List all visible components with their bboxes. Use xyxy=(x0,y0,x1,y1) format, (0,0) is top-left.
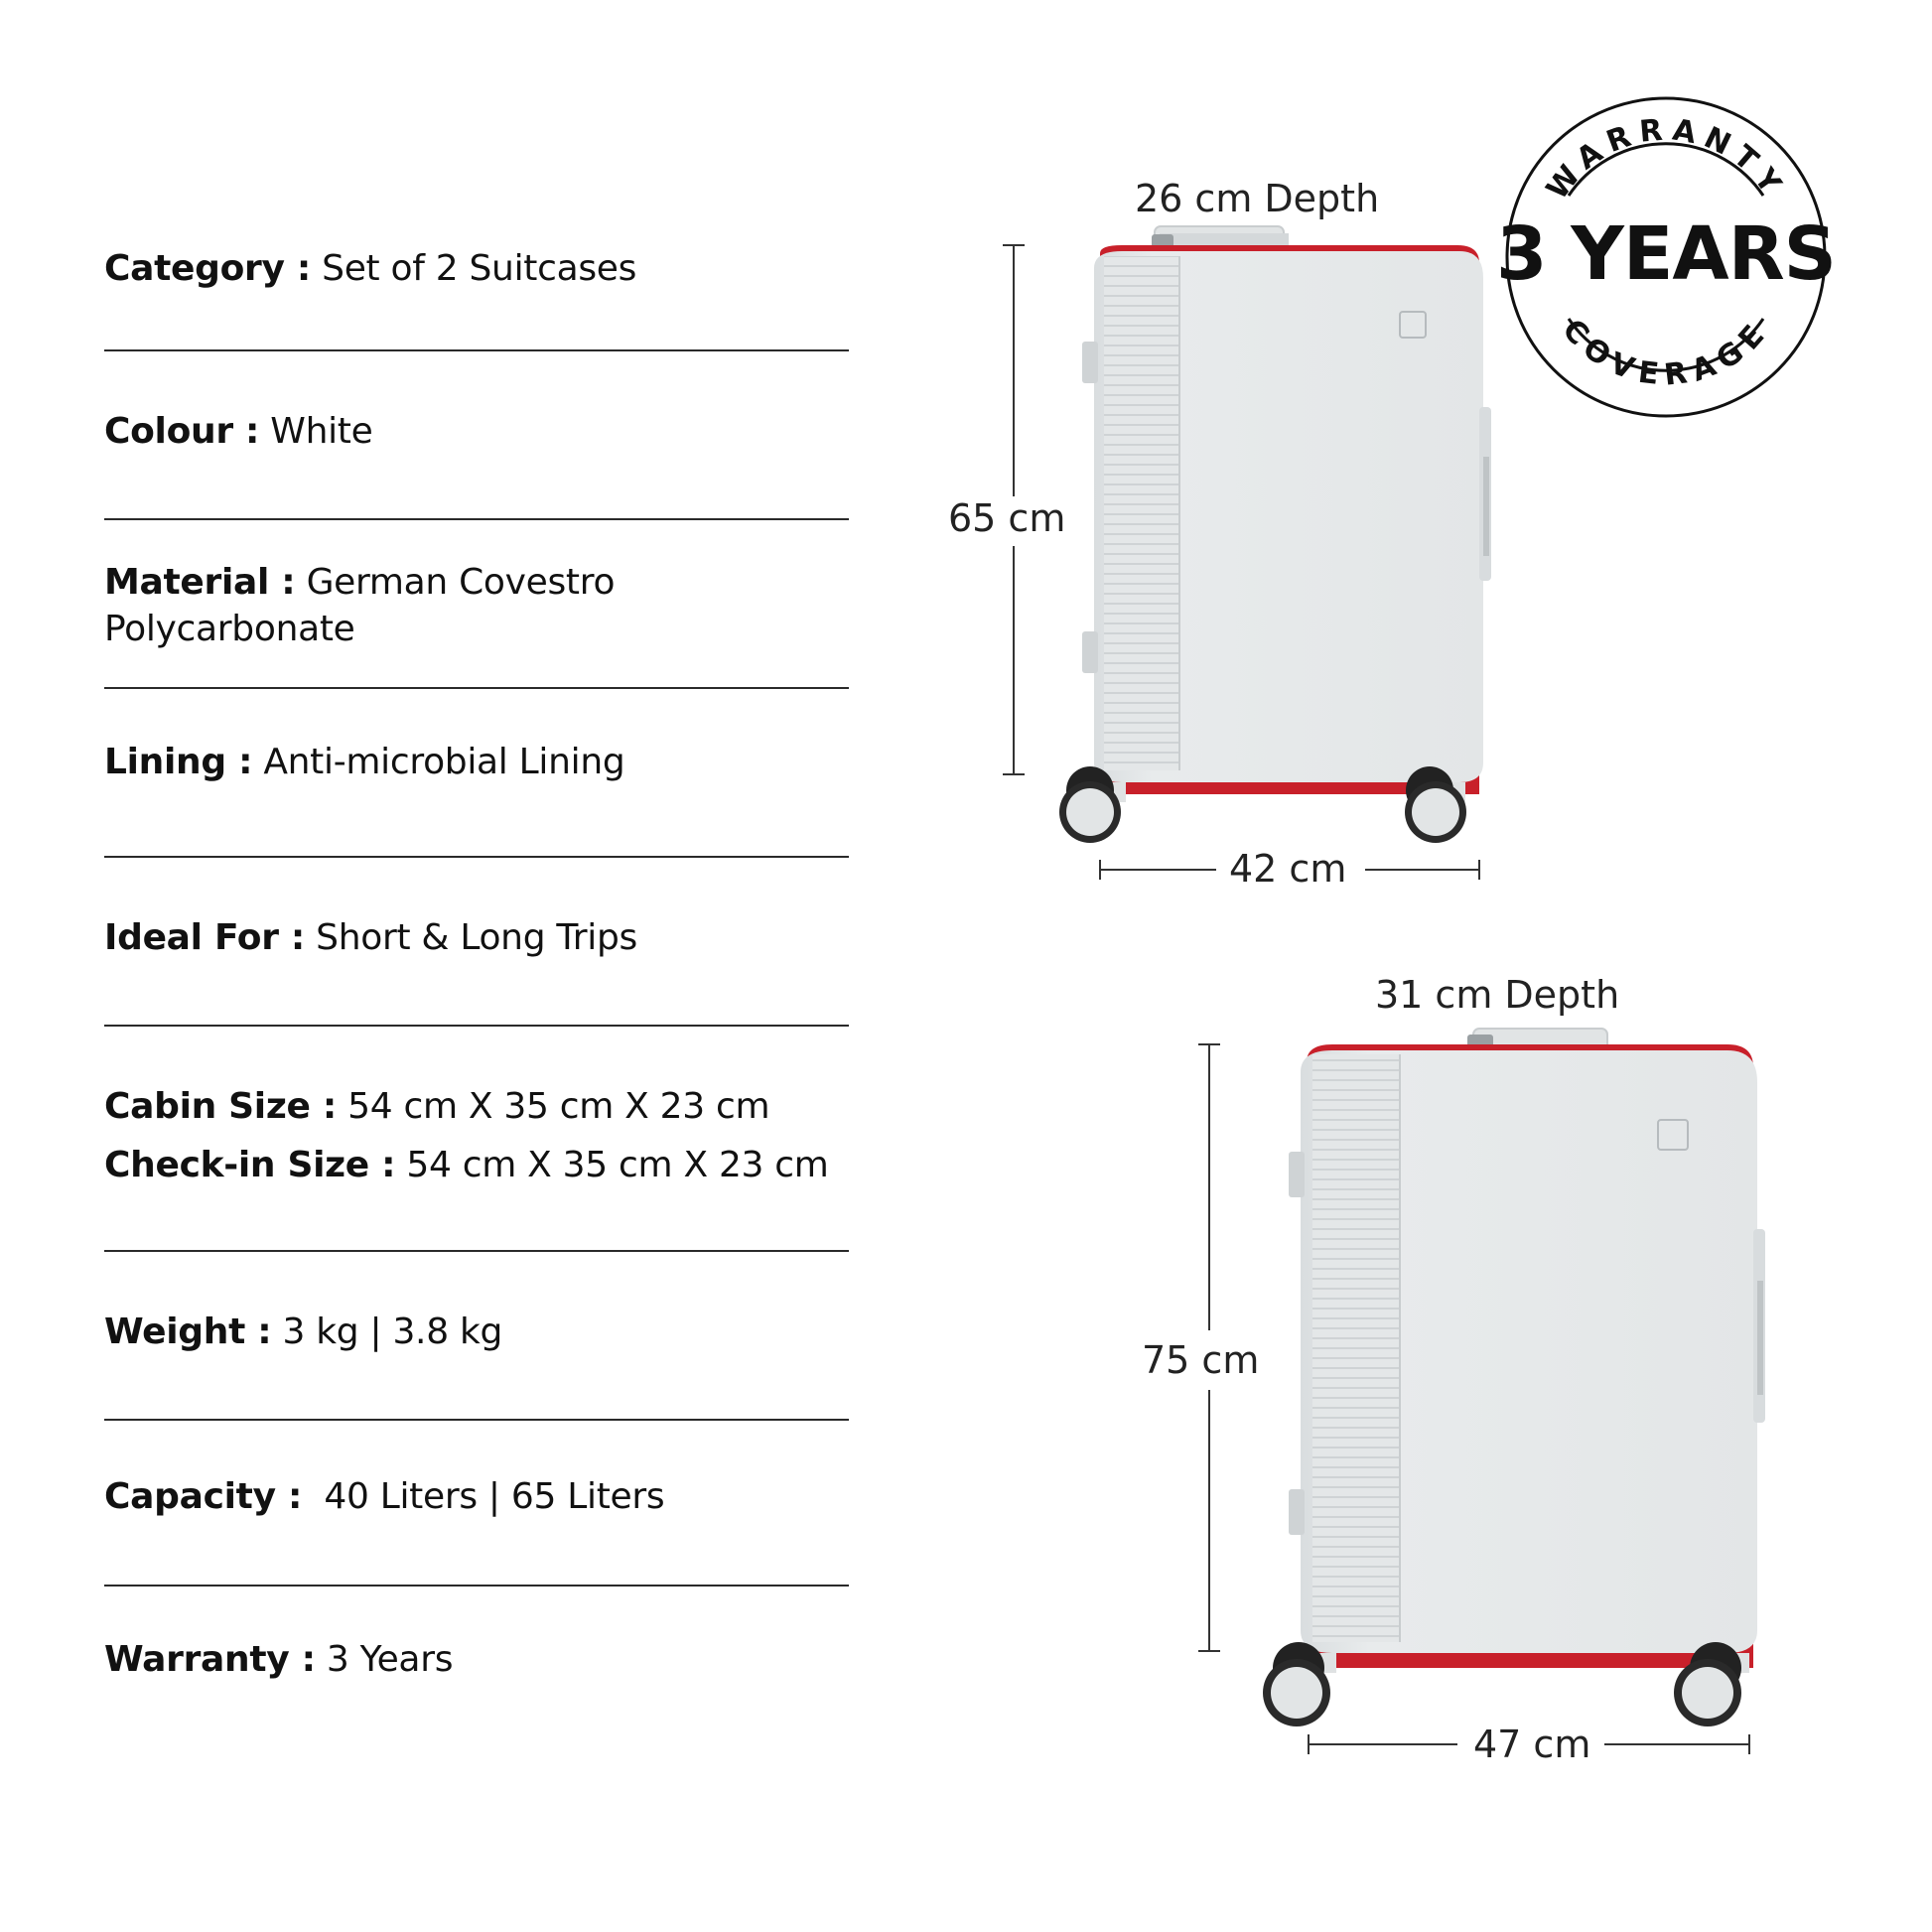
spec-label: Category : xyxy=(104,248,311,289)
badge-main-text: 3 YEARS xyxy=(1496,211,1836,297)
spec-value: German Covestro xyxy=(306,562,616,603)
checkin-height-label: 75 cm xyxy=(1142,1338,1260,1382)
badge-bottom-text: COVERAGE xyxy=(1555,312,1777,393)
spec-value: 54 cm X 35 cm X 23 cm xyxy=(406,1145,829,1185)
badge-top-text: WARRANTY xyxy=(1539,112,1793,207)
spec-label: Weight : xyxy=(104,1311,272,1352)
cabin-depth-label: 26 cm Depth xyxy=(1135,177,1380,220)
spec-label: Material : xyxy=(104,562,296,603)
spec-label: Cabin Size : xyxy=(104,1086,337,1127)
spec-label: Warranty : xyxy=(104,1639,316,1680)
cabin-width-label: 42 cm xyxy=(1229,847,1347,891)
spec-value: Anti-microbial Lining xyxy=(263,742,625,782)
spec-value: Short & Long Trips xyxy=(316,917,637,958)
checkin-depth-label: 31 cm Depth xyxy=(1375,973,1620,1017)
spec-value: 3 Years xyxy=(326,1639,454,1680)
spec-value: 40 Liters | 65 Liters xyxy=(313,1476,665,1517)
spec-label: Check-in Size : xyxy=(104,1145,396,1185)
spec-value: White xyxy=(270,411,373,452)
spec-label: Capacity : xyxy=(104,1476,303,1517)
warranty-badge xyxy=(1487,78,1845,436)
spec-value: 54 cm X 35 cm X 23 cm xyxy=(347,1086,770,1127)
spec-value: 3 kg | 3.8 kg xyxy=(282,1311,503,1352)
spec-label: Ideal For : xyxy=(104,917,305,958)
checkin-suitcase xyxy=(1263,1029,1765,1726)
spec-value-continued: Polycarbonate xyxy=(104,609,355,649)
spec-label: Colour : xyxy=(104,411,260,452)
spec-label: Lining : xyxy=(104,742,253,782)
cabin-suitcase xyxy=(1059,226,1491,843)
cabin-height-label: 65 cm xyxy=(948,496,1066,540)
spec-value: Set of 2 Suitcases xyxy=(322,248,637,289)
checkin-width-label: 47 cm xyxy=(1473,1723,1591,1766)
